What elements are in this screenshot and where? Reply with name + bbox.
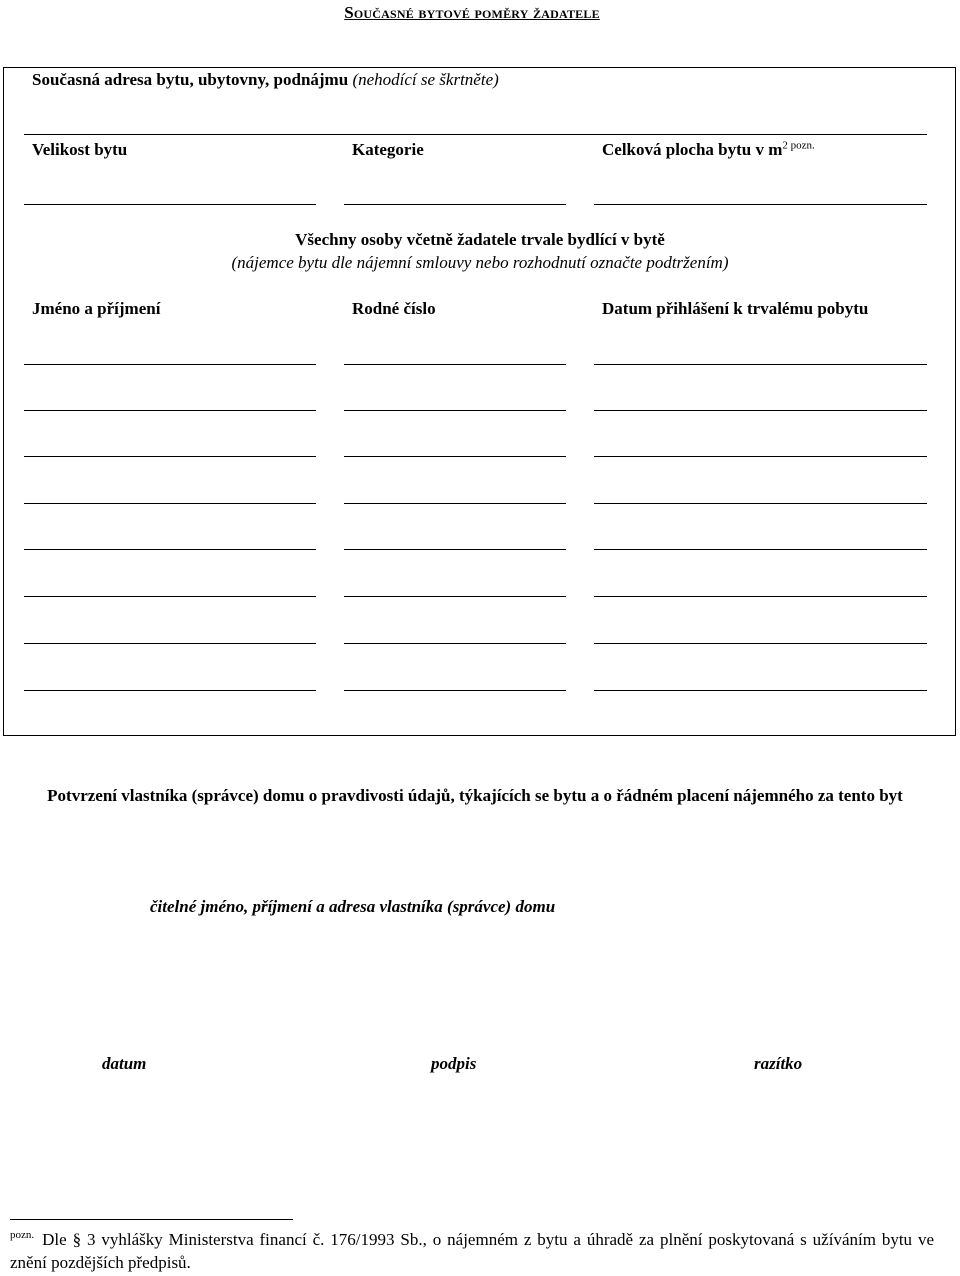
flat-size-label: Velikost bytu <box>32 140 128 159</box>
person-date-line[interactable] <box>594 549 927 550</box>
flat-area-label <box>602 140 815 160</box>
person-name-line[interactable] <box>24 643 316 644</box>
person-date-line[interactable] <box>594 456 927 457</box>
person-date-line[interactable] <box>594 596 927 597</box>
footnote <box>10 1228 934 1274</box>
page-title: Současné bytové poměry žadatele <box>344 3 600 22</box>
address-label-text: Současná adresa bytu, ubytovny, podnájmu <box>32 70 349 89</box>
person-birth-line[interactable] <box>344 643 566 644</box>
person-name-line[interactable] <box>24 456 316 457</box>
person-date-line[interactable] <box>594 643 927 644</box>
flat-area-line[interactable] <box>594 204 927 205</box>
address-note: (nehodící se škrtněte) <box>352 70 499 89</box>
footnote-marker: pozn. <box>10 1229 35 1242</box>
person-date-line[interactable] <box>594 503 927 504</box>
stamp-label: razítko <box>754 1054 803 1073</box>
person-birth-line[interactable] <box>344 456 566 457</box>
flat-area-label-text: Celková plocha bytu v m <box>602 140 783 159</box>
person-birth-line[interactable] <box>344 410 566 411</box>
col-birth-header: Rodné číslo <box>352 299 436 318</box>
address-line[interactable] <box>24 134 927 135</box>
flat-size-line[interactable] <box>24 204 316 205</box>
footnote-text: Dle § 3 vyhlášky Ministerstva financí č. 176/1993 Sb., o nájemném z bytu a úhradě za plnění poskytovaná s užíváním bytu ve znění pozdějších předpisů. <box>10 1230 934 1272</box>
person-name-line[interactable] <box>24 364 316 365</box>
person-date-line[interactable] <box>594 690 927 691</box>
person-date-line[interactable] <box>594 410 927 411</box>
person-name-line[interactable] <box>24 690 316 691</box>
persons-title: Všechny osoby včetně žadatele trvale bydlící v bytě <box>295 230 665 249</box>
col-name-header: Jméno a příjmení <box>32 299 161 318</box>
persons-note: (nájemce bytu dle nájemní smlouvy nebo rozhodnutí označte podtržením) <box>231 253 729 272</box>
flat-category-line[interactable] <box>344 204 566 205</box>
person-birth-line[interactable] <box>344 364 566 365</box>
person-name-line[interactable] <box>24 503 316 504</box>
date-label: datum <box>102 1054 147 1073</box>
owner-confirmation-text: Potvrzení vlastníka (správce) domu o pravdivosti údajů, týkajících se bytu a o řádném placení nájemného za tento byt <box>47 786 903 805</box>
col-date-header: Datum přihlášení k trvalému pobytu <box>602 299 869 318</box>
signature-label: podpis <box>431 1054 477 1073</box>
flat-category-label: Kategorie <box>352 140 424 159</box>
flat-area-sup: 2 pozn. <box>782 139 815 152</box>
person-name-line[interactable] <box>24 549 316 550</box>
person-birth-line[interactable] <box>344 596 566 597</box>
person-birth-line[interactable] <box>344 549 566 550</box>
person-name-line[interactable] <box>24 596 316 597</box>
address-label <box>32 70 499 90</box>
person-birth-line[interactable] <box>344 503 566 504</box>
person-birth-line[interactable] <box>344 690 566 691</box>
footnote-separator <box>10 1219 293 1220</box>
housing-section-box <box>3 67 956 736</box>
owner-name-label: čitelné jméno, příjmení a adresa vlastníka (správce) domu <box>150 897 556 916</box>
person-name-line[interactable] <box>24 410 316 411</box>
person-date-line[interactable] <box>594 364 927 365</box>
